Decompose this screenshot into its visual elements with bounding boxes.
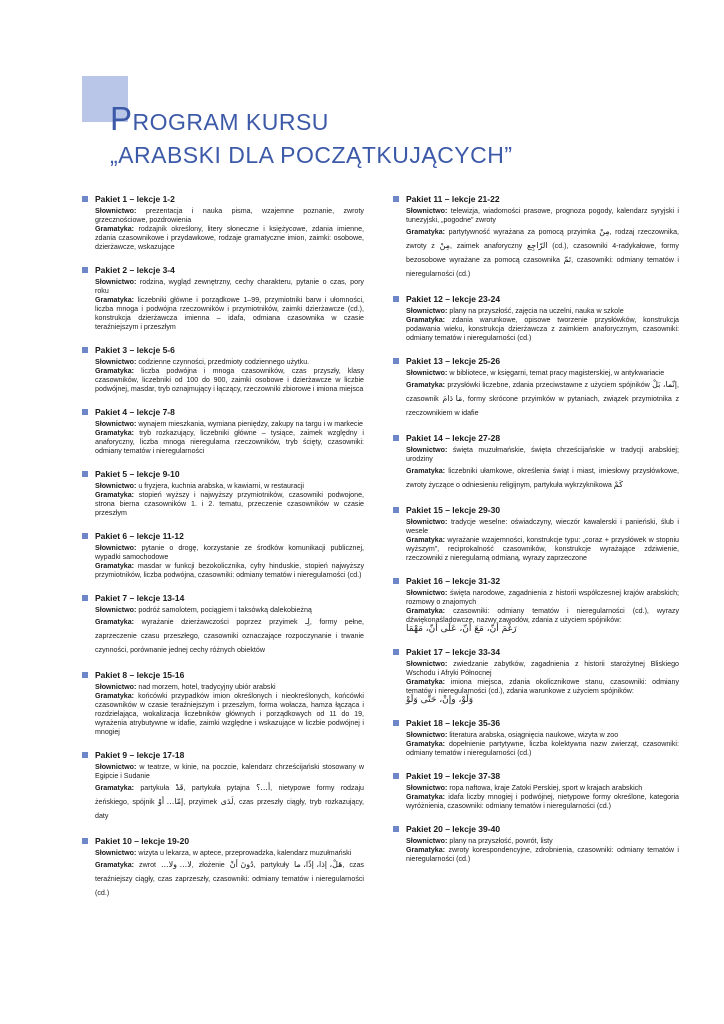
package-title: Pakiet 2 – lekcje 3-4	[95, 264, 175, 275]
package-title: Pakiet 4 – lekcje 7-8	[95, 406, 175, 417]
package-11	[393, 192, 679, 281]
vocab-line: Słownictwo: w teatrze, w kinie, na poczcie, kalendarz chrześcijański stosowany w Egipcie i Sudanie	[95, 763, 364, 780]
package-7	[82, 591, 364, 657]
package-14	[393, 431, 679, 492]
package-title: Pakiet 14 – lekcje 27-28	[406, 432, 501, 443]
package-12	[393, 292, 679, 343]
package-15	[393, 503, 679, 563]
vocab-line: Słownictwo: zwiedzanie zabytków, zagadnienia z historii starożytnej Bliskiego Wschodu i Afryki Północnej	[406, 660, 679, 677]
grammar-line: Gramatyka: rodzajnik określony, litery słoneczne i księżycowe, zdania imienne, zdania czasownikowe i przydawkowe, rodzaje gramatyczne imion, zaimki: osobowe, dzierżawcze, wskazujące	[95, 225, 364, 251]
bullet-square	[82, 267, 88, 273]
package-title: Pakiet 3 – lekcje 5-6	[95, 344, 175, 355]
package-18	[393, 716, 679, 758]
title-initial: P	[110, 100, 133, 137]
vocab-line: Słownictwo: wynajem mieszkania, wymiana pieniędzy, zakupy na targu i w markecie	[95, 420, 363, 428]
bullet-square	[82, 752, 88, 758]
package-title: Pakiet 10 – lekcje 19-20	[95, 835, 190, 846]
vocab-line: Słownictwo: prezentacja i nauka pisma, wzajemne poznanie, zwroty grzecznościowe, pozdrowienia	[95, 207, 364, 224]
package-title: Pakiet 7 – lekcje 13-14	[95, 592, 185, 603]
grammar-line: Gramatyka: liczebniki ułamkowe, określenia świąt i miast, imiesłowy przysłówkowe, zwroty życzące o odniesieniu religijnym, partykuła wykrzyknikowa كَمْ	[406, 467, 679, 489]
package-title: Pakiet 12 – lekcje 23-24	[406, 293, 501, 304]
grammar-line: Gramatyka: zwroty korespondencyjne, zdrobnienia, czasowniki: odmiany tematów i nieregularności (cd.)	[406, 846, 679, 863]
package-title: Pakiet 6 – lekcje 11-12	[95, 530, 184, 541]
grammar-line: Gramatyka: stopień wyższy i najwyższy przymiotników, czasowniki podwojone, strona bierna czasowników 1. i 2. tematu, przeczenie czasowników w czasie przeszłym	[95, 491, 364, 517]
vocab-line: Słownictwo: tradycje weselne: oświadczyny, wieczór kawalerski i panieński, ślub i wesele	[406, 518, 679, 535]
package-title: Pakiet 19 – lekcje 37-38	[406, 770, 501, 781]
grammar-line: Gramatyka: dopełnienie partytywne, liczba kolektywna nazw zwierząt, czasowniki: odmiany tematów i nieregularności (cd.)	[406, 740, 679, 757]
bullet-square	[393, 296, 399, 302]
grammar-line: Gramatyka: partykuła قَدْ, partykuła pytajna أ...؟, nietypowe formy rodzaju żeńskiego, spójnik إمّا... أوْ, przyimek لَدَى, czas przeszły ciągły, tryb rozkazujący, daty	[95, 783, 364, 820]
package-title: Pakiet 11 – lekcje 21-22	[406, 193, 500, 204]
bullet-square	[393, 435, 399, 441]
bullet-square	[393, 649, 399, 655]
package-20	[393, 822, 679, 864]
package-19	[393, 769, 679, 811]
package-2	[82, 263, 364, 332]
grammar-line: Gramatyka: partytywność wyrażana za pomocą przyimka مِنْ, rodzaj rzeczownika, zwroty z مِنْ, zaimek anaforyczny الرّاجِع (cd.), czasowniki 4-radykałowe, formy bezosobowe wyrażane za pomocą czasownika تَمّ, czasowniki: odmiany tematów i nieregularności (cd.)	[406, 227, 679, 278]
grammar-line: Gramatyka: imiona miejsca, zdania okolicznikowe stanu, czasowniki: odmiany tematów i nieregularności (cd.), zdania warunkowe z użyciem spójników:	[406, 678, 679, 695]
grammar-line: Gramatyka: idafa liczby mnogiej i podwójnej, nietypowe formy określone, kategoria wyróżnienia, czasowniki: odmiany tematów i nieregularności (cd.)	[406, 793, 679, 810]
package-title: Pakiet 1 – lekcje 1-2	[95, 193, 175, 204]
vocab-line: Słownictwo: telewizja, wiadomości prasowe, prognoza pogody, kalendarz syryjski i tunezyjski, „pogodne” zwroty	[406, 207, 679, 224]
vocab-line: Słownictwo: literatura arabska, osiągnięcia naukowe, wizyta w zoo	[406, 731, 619, 739]
vocab-line: Słownictwo: w bibliotece, w księgarni, temat pracy magisterskiej, w antykwariacie	[406, 369, 665, 377]
grammar-line: Gramatyka: zdania warunkowe, opisowe tworzenie przysłówków, konstrukcja podawania wieku, konstrukcja dzierżawcza z zaimkiem anaforycznym, czasowniki: odmiany tematów i nieregularności (cd.)	[406, 316, 679, 342]
title-rest: ROGRAM KURSU	[132, 109, 329, 135]
grammar-line: Gramatyka: końcówki przypadków imion określonych i nieokreślonych, końcówki czasowników w czasie teraźniejszym i przeszłym, forma wołacza, hamza łącząca i rozdzielająca, wokalizacja liczebników głównych i porządkowych od 11 do 19, wyrażenia atrybutywne w idafie, zaimki względne i wskazujące w liczbie podwójnej i mnogiej	[95, 692, 364, 736]
vocab-line: Słownictwo: u fryzjera, kuchnia arabska, w kawiarni, w restauracji	[95, 482, 304, 490]
package-1	[82, 192, 364, 252]
bullet-square	[82, 533, 88, 539]
vocab-line: Słownictwo: nad morzem, hotel, tradycyjny ubiór arabski	[95, 683, 276, 691]
package-title: Pakiet 9 – lekcje 17-18	[95, 749, 185, 760]
arabic-conjunctions: وَلَوْ، وإنْ، حَتَّى وَلَوْ	[406, 695, 474, 705]
arabic-conjunctions: رَغْمَ أنّ، مَعَ أنّ، عَلَى أنّ، مَهْمَا	[406, 624, 517, 634]
right-column	[393, 192, 679, 875]
package-title: Pakiet 16 – lekcje 31-32	[406, 575, 501, 586]
grammar-line: Gramatyka: wyrażanie wzajemności, konstrukcje typu: „coraz + przysłówek w stopniu wyższym”, reciprokalność czasowników, konstrukcje wyrażające zdziwienie, rzeczowniki z nieregularną odmianą, wyrazy zaprzeczone	[406, 536, 680, 562]
vocab-line: Słownictwo: święta narodowe, zagadnienia z historii współczesnej krajów arabskich; rozmowy o znajomych	[406, 589, 679, 606]
page-subtitle: „ARABSKI DLA POCZĄTKUJĄCYCH”	[110, 142, 513, 168]
left-column	[82, 192, 364, 911]
title-block	[82, 76, 642, 176]
vocab-line: Słownictwo: pytanie o drogę, korzystanie ze środków komunikacji publicznej, wypadki samochodowe	[95, 544, 364, 561]
grammar-line: Gramatyka: czasowniki: odmiany tematów i nieregularności (cd.), wyrazy dźwiękonaśladowcze, nazwy zawodów, zdania z użyciem spójników:	[406, 607, 679, 624]
vocab-line: Słownictwo: rodzina, wygląd zewnętrzny, cechy charakteru, pytanie o czas, pory roku	[95, 278, 364, 295]
package-title: Pakiet 18 – lekcje 35-36	[406, 717, 501, 728]
vocab-line: Słownictwo: wizyta u lekarza, w aptece, przeprowadzka, kalendarz muzułmański	[95, 849, 352, 857]
bullet-square	[82, 595, 88, 601]
package-9	[82, 748, 364, 823]
package-16	[393, 574, 679, 634]
vocab-line: Słownictwo: ropa naftowa, kraje Zatoki Perskiej, sport w krajach arabskich	[406, 784, 643, 792]
vocab-line: Słownictwo: codzienne czynności, przedmioty codziennego użytku.	[95, 358, 310, 366]
package-13	[393, 354, 679, 420]
bullet-square	[393, 358, 399, 364]
grammar-line: Gramatyka: przysłówki liczebne, zdania przeciwstawne z użyciem spójników إنّما، بَلْ, czasownik مَا دَامَ, formy skrócone przyimków w pytaniach, związek przymiotnika z rzeczownikiem w idafie	[406, 380, 679, 417]
package-title: Pakiet 13 – lekcje 25-26	[406, 355, 501, 366]
bullet-square	[82, 409, 88, 415]
bullet-square	[82, 471, 88, 477]
bullet-square	[393, 507, 399, 513]
vocab-line: Słownictwo: podróż samolotem, pociągiem i taksówką dalekobieżną	[95, 606, 312, 614]
bullet-square	[393, 578, 399, 584]
package-title: Pakiet 20 – lekcje 39-40	[406, 823, 501, 834]
bullet-square	[393, 720, 399, 726]
package-3	[82, 343, 364, 394]
package-title: Pakiet 15 – lekcje 29-30	[406, 504, 501, 515]
package-17	[393, 645, 679, 705]
bullet-square	[82, 838, 88, 844]
package-title: Pakiet 8 – lekcje 15-16	[95, 669, 185, 680]
package-4	[82, 405, 364, 456]
bullet-square	[393, 196, 399, 202]
grammar-line: Gramatyka: liczba podwójna i mnoga czasowników, czas przyszły, klasy czasowników, liczebniki od 100 do 900, zaimki osobowe i dzierżawcze w liczbie podwójnej, masdar, tryb oznajmujący i łączący, rzeczowniki zbiorowe i imiona miejsca	[95, 367, 364, 393]
bullet-square	[82, 196, 88, 202]
grammar-line: Gramatyka: zwrot لا... ولا..., złożenie دُونَ أنْ, partykuły هَلْ، إذا، إذًا، ما, czas teraźniejszy ciągły, czas zaprzeszły, czasowniki: odmiany tematów i nieregularności (cd.)	[95, 860, 364, 897]
bullet-square	[82, 672, 88, 678]
package-title: Pakiet 5 – lekcje 9-10	[95, 468, 180, 479]
vocab-line: Słownictwo: plany na przyszłość, zajęcia na uczelni, nauka w szkole	[406, 307, 624, 315]
package-6	[82, 529, 364, 580]
bullet-square	[393, 773, 399, 779]
package-10	[82, 834, 364, 900]
package-5	[82, 467, 364, 518]
bullet-square	[393, 826, 399, 832]
vocab-line: Słownictwo: święta muzułmańskie, święta chrześcijańskie w tradycji arabskiej; urodziny	[406, 446, 679, 463]
grammar-line: Gramatyka: liczebniki główne i porządkowe 1–99, przymiotniki barw i ułomności, liczba mnoga i podwójna rzeczowników i przymiotników, zaimki dzierżawcze (cd.), konstrukcja dzierżawcza imienna – idafa, odmiana czasownika w czasie teraźniejszym i przeszłym	[95, 296, 364, 331]
package-title: Pakiet 17 – lekcje 33-34	[406, 646, 501, 657]
page-title	[110, 100, 329, 138]
bullet-square	[82, 347, 88, 353]
grammar-line: Gramatyka: masdar w funkcji bezokolicznika, cyfry hinduskie, stopień najwyższy przymiotników, liczba podwójna, czasowniki: odmiany tematów i nieregularności (cd.)	[95, 562, 364, 579]
grammar-line: Gramatyka: tryb rozkazujący, liczebniki główne – tysiące, zaimek względny i anaforyczny, liczba mnoga nieregularna rzeczowników, tryb ścięty, czasowniki: odmiany tematów i nieregularności	[95, 429, 364, 455]
grammar-line: Gramatyka: wyrażanie dzierżawczości poprzez przyimek لِـ, formy pełne, zaprzeczenie czasu przeszłego, czasowniki oznaczające rozpoczynanie i trwanie czynności, porównanie jednej cechy różnych obiektów	[95, 617, 364, 654]
package-8	[82, 668, 364, 737]
vocab-line: Słownictwo: plany na przyszłość, powrót, listy	[406, 837, 553, 845]
